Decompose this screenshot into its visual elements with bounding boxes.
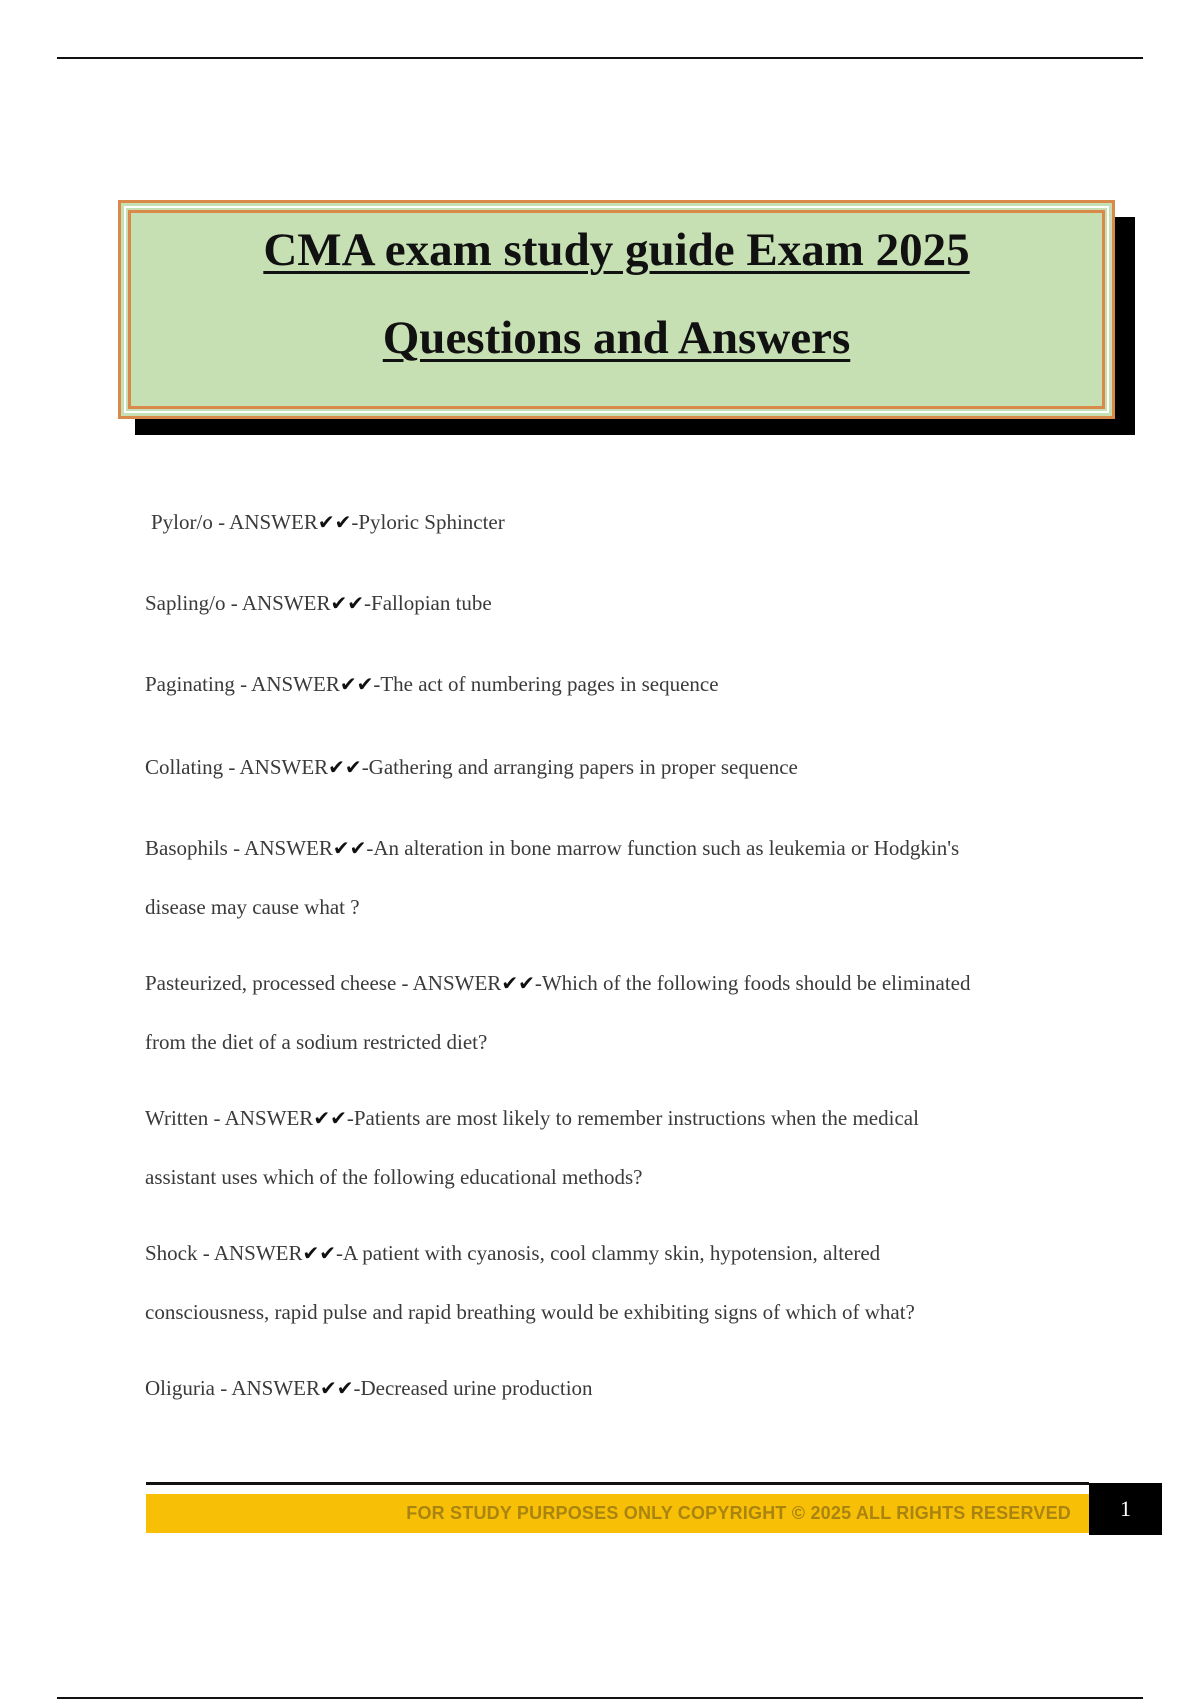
title-box: [118, 200, 1115, 419]
qa-item: [145, 1089, 1095, 1207]
double-check-icon: ✔✔: [332, 836, 367, 860]
qa-answer: -Decreased urine production: [353, 1376, 593, 1400]
double-check-icon: ✔✔: [339, 672, 374, 696]
qa-term: Basophils - ANSWER: [145, 836, 333, 860]
document-title-line-2: Questions and Answers: [382, 312, 851, 364]
qa-item: [145, 1359, 1095, 1418]
qa-item: [145, 574, 1095, 633]
qa-answer: -Which of the following foods should be eliminated: [534, 971, 971, 995]
page-bottom-rule: [57, 1697, 1143, 1699]
qa-item: [145, 819, 1095, 937]
qa-item: [145, 655, 1095, 714]
qa-term: Collating - ANSWER: [145, 755, 329, 779]
qa-term: Pasteurized, processed cheese - ANSWER: [145, 971, 502, 995]
double-check-icon: ✔✔: [313, 1106, 347, 1130]
page-top-rule: [57, 57, 1143, 59]
qa-answer: -A patient with cyanosis, cool clammy skin, hypotension, altered: [336, 1241, 881, 1265]
qa-item: [145, 738, 1095, 797]
footer-rule: [146, 1482, 1089, 1485]
qa-answer: -Patients are most likely to remember instructions when the medical: [346, 1106, 919, 1130]
qa-answer-continuation: assistant uses which of the following educational methods?: [145, 1165, 643, 1189]
footer-copyright-text: FOR STUDY PURPOSES ONLY COPYRIGHT © 2025 ALL RIGHTS RESERVED: [406, 1503, 1071, 1523]
double-check-icon: ✔✔: [328, 755, 362, 779]
footer-band: [146, 1494, 1089, 1533]
document-title-line-1: CMA exam study guide Exam 2025: [263, 224, 970, 276]
title-block: [118, 200, 1115, 419]
qa-term: Paginating - ANSWER: [145, 672, 340, 696]
qa-answer: -The act of numbering pages in sequence: [373, 672, 719, 696]
qa-answer: -Fallopian tube: [364, 591, 492, 615]
qa-item: [151, 493, 1101, 552]
qa-term: Shock - ANSWER: [145, 1241, 303, 1265]
qa-answer-continuation: consciousness, rapid pulse and rapid breathing would be exhibiting signs of which of what?: [145, 1300, 915, 1324]
page-number: 1: [1120, 1496, 1131, 1521]
qa-answer: -Pyloric Sphincter: [351, 510, 505, 534]
qa-answer-continuation: from the diet of a sodium restricted diet?: [145, 1030, 488, 1054]
qa-term: Oliguria - ANSWER: [145, 1376, 320, 1400]
double-check-icon: ✔✔: [501, 971, 535, 995]
qa-answer: -An alteration in bone marrow function such as leukemia or Hodgkin's: [366, 836, 960, 860]
double-check-icon: ✔✔: [302, 1241, 337, 1265]
qa-term: Sapling/o - ANSWER: [145, 591, 331, 615]
qa-item: [145, 954, 1095, 1072]
page-number-box: [1089, 1483, 1162, 1535]
double-check-icon: ✔✔: [319, 1376, 354, 1400]
double-check-icon: ✔✔: [317, 510, 352, 534]
qa-term: Written - ANSWER: [145, 1106, 314, 1130]
qa-item: [145, 1224, 1095, 1342]
qa-answer-continuation: disease may cause what ?: [145, 895, 360, 919]
double-check-icon: ✔✔: [330, 591, 365, 615]
qa-answer: -Gathering and arranging papers in proper sequence: [361, 755, 798, 779]
qa-term: Pylor/o - ANSWER: [151, 510, 318, 534]
